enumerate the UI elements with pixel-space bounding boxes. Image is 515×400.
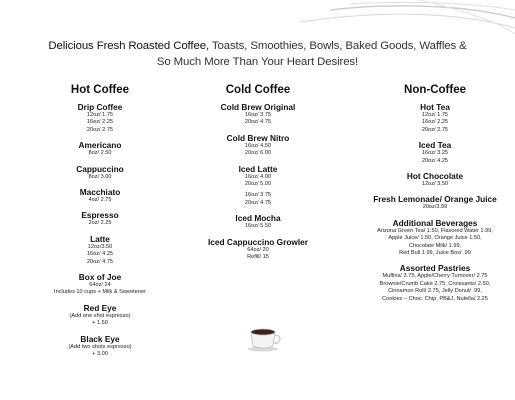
menu-item bbox=[365, 140, 505, 165]
menu-item bbox=[45, 140, 155, 157]
menu-item bbox=[193, 102, 323, 127]
menu-item-detail: Refill/ 15 bbox=[247, 254, 269, 261]
menu-item-detail: 20oz/ 5.00 bbox=[244, 181, 272, 188]
cold-coffee-column bbox=[193, 84, 323, 267]
menu-item-detail: 12oz/ 3.50 bbox=[421, 181, 449, 188]
menu-item-detail: 20oz/ 2.75 bbox=[421, 126, 449, 133]
menu-item-detail: 64oz/ 24 bbox=[89, 282, 111, 289]
header-rest-line1: Toasts, Smoothies, Bowls, Baked Goods, Waffles & bbox=[209, 40, 467, 52]
menu-item-detail: 16oz/ 3.25 bbox=[421, 150, 449, 157]
menu-item-name: Box of Joe bbox=[78, 272, 122, 283]
menu-item-detail: 12oz/ 1.75 bbox=[421, 112, 449, 118]
menu-item-name: Fresh Lemonade/ Orange Juice bbox=[373, 194, 497, 205]
menu-item-detail: 20oz/ 6.00 bbox=[244, 150, 272, 157]
menu-item-name: Assorted Pastries bbox=[399, 263, 471, 274]
non-coffee-title: Non-Coffee bbox=[404, 84, 466, 96]
menu-item-name: Iced Tea bbox=[418, 140, 452, 151]
menu-item-detail: (Add one shot espresso) bbox=[69, 312, 131, 319]
menu-item-name: Additional Beverages bbox=[392, 217, 478, 228]
menu-item-detail: 8oz/ 2.50 bbox=[88, 150, 112, 157]
menu-item-detail: + 3.00 bbox=[92, 351, 108, 358]
menu-item-detail: 16oz/ 4.25 bbox=[86, 251, 114, 258]
menu-item-detail: 16oz/ 3.75 bbox=[244, 192, 272, 199]
menu-item-name: Cappuccino bbox=[76, 163, 124, 174]
non-coffee-items bbox=[365, 102, 505, 303]
menu-item bbox=[45, 334, 155, 359]
menu-item-detail: + 1.50 bbox=[92, 320, 108, 327]
menu-item-detail: 12oz/3.50 bbox=[87, 243, 113, 250]
menu-item-detail: 20oz/ 2.75 bbox=[86, 126, 114, 133]
menu-item-name: Iced Cappuccino Growler bbox=[207, 236, 309, 247]
menu-item bbox=[45, 102, 155, 134]
menu-item-detail: 16oz/ 2.25 bbox=[421, 119, 449, 126]
menu-item-detail: 16oz/ 5.50 bbox=[244, 223, 272, 230]
menu-item-detail: Brownie/Crumb Cake 2.75, Croissants/ 2.50, bbox=[379, 280, 491, 287]
menu-item-name: Hot Chocolate bbox=[406, 171, 464, 182]
menu-item-detail: 16oz/ 2.25 bbox=[86, 119, 114, 126]
menu-item-name: Cold Brew Nitro bbox=[226, 132, 290, 143]
hot-coffee-column bbox=[45, 84, 155, 365]
menu-item bbox=[193, 133, 323, 158]
menu-item-name: Black Eye bbox=[80, 333, 120, 344]
menu-item-detail: Chocolate Milk/ 1.99, bbox=[408, 242, 462, 249]
menu-item-detail: 20oz/ 4.75 bbox=[86, 258, 114, 265]
coffee-cup-icon bbox=[247, 326, 283, 352]
menu-item-detail: Arizona Green Tea/ 1.50, Flavored Water 1.99, bbox=[377, 227, 493, 234]
menu-item-name: Iced Mocha bbox=[235, 213, 281, 224]
menu-item bbox=[45, 210, 155, 227]
hot-coffee-items bbox=[45, 102, 155, 359]
menu-item-detail: 16oz/ 4.00 bbox=[244, 173, 272, 180]
menu-item bbox=[193, 237, 323, 262]
menu-item-detail: 2oz/ 2.25 bbox=[88, 220, 112, 227]
menu-item-detail: 64oz/ 20 bbox=[247, 246, 269, 253]
header-line2: So Much More Than Your Heart Desires! bbox=[156, 56, 359, 68]
menu-item bbox=[45, 303, 155, 328]
menu-item-detail: 4oz/ 2.75 bbox=[88, 197, 112, 204]
menu-item bbox=[365, 171, 505, 188]
menu-item-name: Hot Tea bbox=[420, 102, 450, 112]
menu-item-name: Drip Coffee bbox=[77, 102, 123, 112]
menu-item bbox=[193, 164, 323, 208]
menu-item-detail: Apple Juice/ 1.50, Orange Juice 1.50, bbox=[388, 235, 482, 242]
menu-item-detail: 20oz/ 4.75 bbox=[244, 119, 272, 126]
menu-item-detail: Muffins/ 3.75, Apple/Cherry Turnover/ 2.75 bbox=[382, 273, 488, 280]
cold-coffee-items bbox=[193, 102, 323, 261]
menu-item-detail: Cookies – Choc. Chip, PB&J, Nutella/ 2.25 bbox=[382, 295, 488, 302]
menu-item-detail: 16oz/ 4.50 bbox=[244, 142, 272, 149]
cold-coffee-title: Cold Coffee bbox=[225, 84, 291, 96]
menu-item bbox=[193, 213, 323, 230]
menu-item-detail: (Add two shots espresso) bbox=[68, 343, 132, 350]
menu-item bbox=[45, 234, 155, 266]
menu-item-name: Macchiato bbox=[79, 187, 121, 198]
menu-item-name: Cold Brew Original bbox=[220, 102, 296, 112]
menu-item bbox=[45, 272, 155, 297]
menu-header bbox=[0, 38, 515, 70]
menu-item-detail: 20oz/ 4.25 bbox=[421, 157, 449, 164]
header-bold-part: Delicious Fresh Roasted Coffee, bbox=[48, 40, 210, 52]
menu-item-detail: 20oz/3.99 bbox=[422, 204, 448, 211]
hot-coffee-title: Hot Coffee bbox=[70, 84, 130, 96]
menu-item-detail: 16oz/ 3.75 bbox=[244, 112, 272, 118]
menu-item bbox=[365, 263, 505, 303]
menu-item-name: Latte bbox=[90, 233, 110, 244]
menu-item bbox=[365, 194, 505, 211]
menu-item bbox=[45, 164, 155, 181]
menu-item-detail: 8oz/ 3.00 bbox=[88, 173, 112, 180]
menu-item-name: Red Eye bbox=[83, 302, 117, 313]
menu-item-name: Iced Latte bbox=[238, 163, 278, 174]
menu-item bbox=[45, 187, 155, 204]
menu-item-detail: Cinnamon Roll/ 2.75, Jelly Donut/ .99, bbox=[388, 288, 482, 295]
menu-item-name: Espresso bbox=[81, 210, 119, 221]
non-coffee-column bbox=[365, 84, 505, 309]
menu-item-detail: 12oz/ 1.75 bbox=[86, 112, 114, 118]
menu-item-detail: Red Bull 1.99, Juice Box/ .99 bbox=[399, 250, 471, 257]
menu-item bbox=[365, 218, 505, 258]
menu-item-detail: Includes 10 cups + Milk & Sweetener bbox=[54, 289, 146, 296]
menu-item-name: Americano bbox=[78, 140, 122, 151]
menu-item-detail: 20oz/ 4.75 bbox=[244, 199, 272, 206]
menu-item bbox=[365, 102, 505, 134]
